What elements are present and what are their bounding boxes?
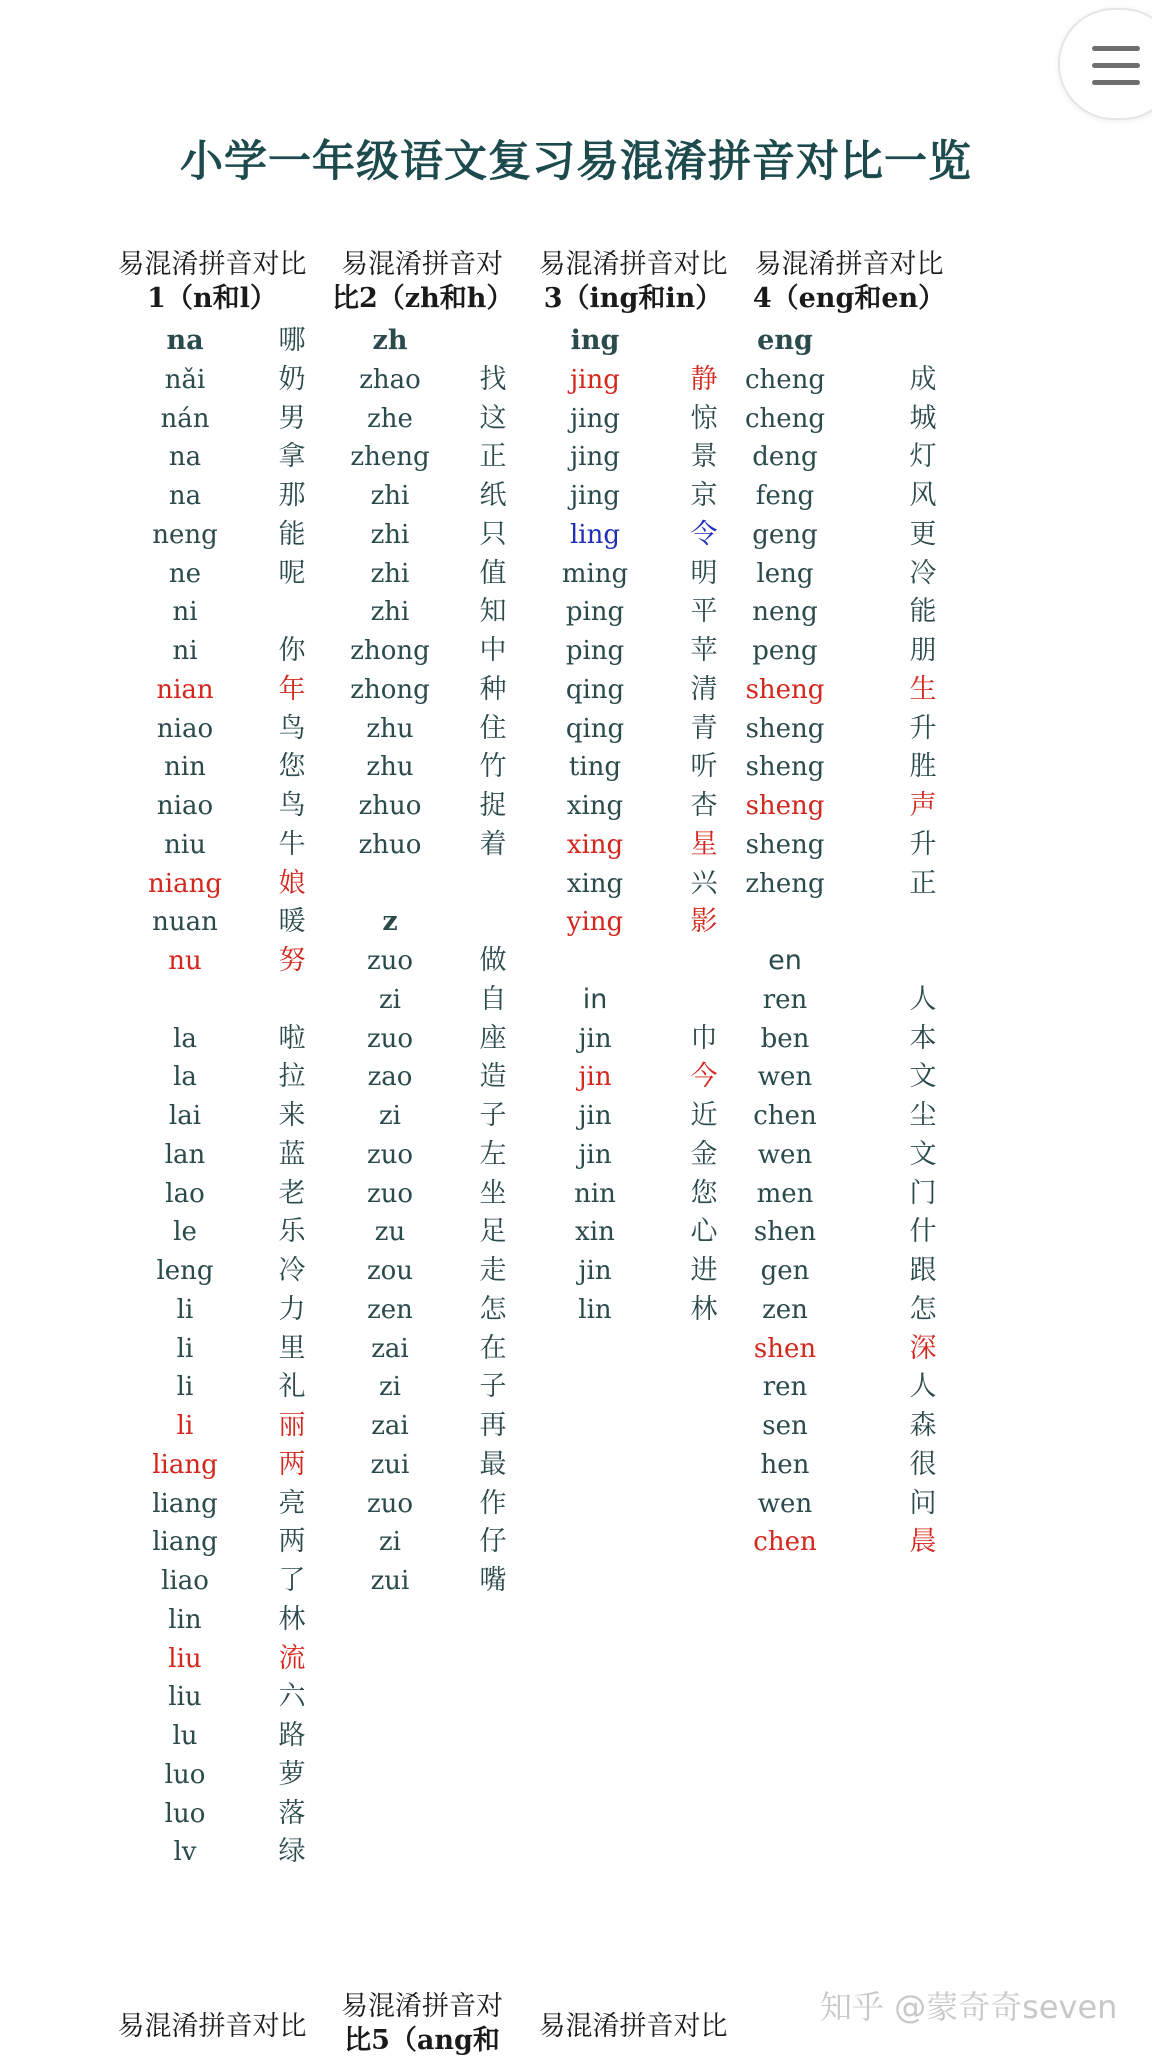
pinyin-cell: zhao xyxy=(359,364,421,395)
pinyin-cell: zuo xyxy=(366,946,414,976)
pinyin-cell: sheng xyxy=(745,713,825,744)
hanzi-cell: 什 xyxy=(909,1216,937,1248)
pinyin-cell: la xyxy=(173,1023,197,1054)
hanzi-cell: 朋 xyxy=(909,635,937,666)
hanzi-cell: 成 xyxy=(909,363,937,395)
hanzi-cell: 这 xyxy=(479,402,507,434)
hanzi-cell: 近 xyxy=(690,1100,718,1131)
hanzi-cell: 只 xyxy=(479,518,507,550)
hanzi-cell: 年 xyxy=(278,673,306,705)
hanzi-cell: 晨 xyxy=(909,1526,937,1558)
pinyin-cell: zui xyxy=(370,1449,410,1480)
hanzi-cell: 流 xyxy=(278,1642,306,1674)
hanzi-cell: 再 xyxy=(479,1410,507,1441)
bottom-header-line2: 比5（ang和 xyxy=(344,2025,500,2056)
hanzi-cell: 正 xyxy=(479,441,507,473)
hanzi-cell: 怎 xyxy=(479,1293,507,1325)
pinyin-cell: zhong xyxy=(350,674,430,705)
pinyin-cell: zhe xyxy=(367,403,413,434)
bottom-column-header-1 xyxy=(112,2010,312,2044)
hanzi-cell: 足 xyxy=(479,1216,507,1248)
hanzi-cell: 绿 xyxy=(278,1836,306,1868)
hanzi-cell: 森 xyxy=(909,1410,937,1441)
pinyin-cell: zi xyxy=(378,1101,401,1131)
hanzi-cell: 听 xyxy=(690,751,718,783)
column-header-line1: 易混淆拼音对 xyxy=(341,249,503,280)
hanzi-cell: 能 xyxy=(278,518,306,550)
hanzi-cell: 深 xyxy=(909,1332,937,1364)
hanzi-cell: 怎 xyxy=(909,1293,937,1325)
pinyin-cell: chen xyxy=(753,1101,817,1131)
hanzi-cell: 胜 xyxy=(909,751,937,783)
hanzi-cell: 嘴 xyxy=(479,1565,507,1596)
hanzi-cell: 鸟 xyxy=(278,712,306,744)
pinyin-cell: liang xyxy=(152,1488,218,1519)
pinyin-cell: leng xyxy=(756,558,814,589)
hanzi-cell: 苹 xyxy=(690,635,718,666)
hamburger-menu-icon xyxy=(1092,46,1140,86)
pinyin-cell: zhuo xyxy=(358,829,422,860)
hanzi-cell: 影 xyxy=(690,906,718,938)
column-header-1 xyxy=(112,248,312,316)
hanzi-cell: 仔 xyxy=(479,1526,507,1558)
hanzi-cell: 自 xyxy=(479,983,507,1015)
hanzi-cell: 蓝 xyxy=(278,1138,306,1170)
section-label: na xyxy=(166,325,204,356)
bottom-header-line1: 易混淆拼音对比 xyxy=(117,2011,307,2042)
hanzi-cell: 你 xyxy=(278,635,306,666)
hanzi-cell: 灯 xyxy=(909,441,937,473)
hanzi-cell: 杏 xyxy=(690,790,718,821)
hanzi-cell: 里 xyxy=(278,1332,306,1364)
pinyin-cell: zen xyxy=(367,1294,413,1325)
column-header-line2: 比2（zh和h） xyxy=(332,283,514,314)
bottom-column-header-3 xyxy=(528,2010,738,2044)
pinyin-cell: leng xyxy=(156,1256,214,1286)
pinyin-cell: sen xyxy=(762,1411,808,1441)
hanzi-cell: 做 xyxy=(479,945,507,976)
pinyin-cell: xing xyxy=(566,829,624,860)
hanzi-cell: 捉 xyxy=(479,790,507,821)
hanzi-cell: 了 xyxy=(278,1565,306,1596)
pinyin-cell: zi xyxy=(378,1372,401,1403)
pinyin-cell: li xyxy=(176,1411,194,1441)
pinyin-cell: zai xyxy=(371,1411,409,1441)
pinyin-cell: shen xyxy=(753,1333,817,1364)
pinyin-cell: lv xyxy=(173,1837,197,1868)
hanzi-cell: 牛 xyxy=(278,828,306,860)
hanzi-cell: 男 xyxy=(278,402,306,434)
pinyin-cell: zuo xyxy=(366,1023,414,1054)
pinyin-cell: zu xyxy=(374,1217,406,1248)
hanzi-cell: 您 xyxy=(690,1177,718,1209)
hanzi-cell: 鸟 xyxy=(278,790,306,821)
hanzi-cell: 令 xyxy=(690,518,718,550)
pinyin-cell: wen xyxy=(757,1488,813,1519)
pinyin-cell: ne xyxy=(168,558,202,589)
pinyin-cell: nin xyxy=(164,752,206,783)
pinyin-cell: zai xyxy=(371,1333,409,1364)
bottom-header-line1: 易混淆拼音对 xyxy=(341,1991,503,2022)
column-header-line1: 易混淆拼音对比 xyxy=(117,249,307,280)
hanzi-cell: 造 xyxy=(479,1061,507,1093)
pinyin-cell: jin xyxy=(578,1101,612,1131)
hanzi-cell: 坐 xyxy=(479,1177,507,1209)
hanzi-cell: 很 xyxy=(909,1448,937,1480)
pinyin-cell: nǎi xyxy=(164,364,206,395)
pinyin-cell: chen xyxy=(753,1527,817,1558)
pinyin-cell: deng xyxy=(752,442,818,473)
hanzi-cell: 金 xyxy=(690,1138,718,1170)
hanzi-cell: 本 xyxy=(909,1022,937,1054)
hanzi-cell: 萝 xyxy=(278,1758,306,1790)
section-label: in xyxy=(582,983,608,1015)
hanzi-cell: 住 xyxy=(479,712,507,744)
section-label: en xyxy=(768,945,802,976)
menu-button[interactable] xyxy=(1058,8,1152,120)
hanzi-cell: 落 xyxy=(278,1797,306,1829)
hanzi-cell: 文 xyxy=(909,1138,937,1170)
hanzi-cell: 奶 xyxy=(278,363,306,395)
pinyin-cell: lin xyxy=(168,1604,202,1635)
hanzi-cell: 亮 xyxy=(278,1487,306,1519)
pinyin-cell: li xyxy=(176,1372,194,1403)
hanzi-cell: 左 xyxy=(479,1138,507,1170)
column-header-4 xyxy=(744,248,954,316)
pinyin-cell: zhu xyxy=(366,752,414,783)
pinyin-cell: nán xyxy=(160,403,210,434)
hanzi-cell: 知 xyxy=(479,596,507,628)
hanzi-cell: 升 xyxy=(909,828,937,860)
hanzi-cell: 最 xyxy=(479,1448,507,1480)
hanzi-cell: 老 xyxy=(278,1177,306,1209)
hanzi-cell: 景 xyxy=(690,441,718,473)
pinyin-cell: lai xyxy=(168,1101,202,1131)
column-header-line1: 易混淆拼音对比 xyxy=(538,249,728,280)
hanzi-cell: 路 xyxy=(278,1720,306,1751)
pinyin-cell: lao xyxy=(165,1178,205,1209)
hanzi-cell: 兴 xyxy=(690,867,718,899)
hanzi-cell: 京 xyxy=(690,480,718,511)
hanzi-cell: 心 xyxy=(690,1216,718,1248)
pinyin-cell: zen xyxy=(762,1294,808,1325)
column-header-line1: 易混淆拼音对比 xyxy=(754,249,944,280)
hanzi-cell: 那 xyxy=(278,480,306,511)
column-header-line2: 3（ing和in） xyxy=(543,283,723,314)
pinyin-cell: zhi xyxy=(370,481,410,511)
hanzi-cell: 声 xyxy=(909,790,937,821)
pinyin-cell: ting xyxy=(568,752,622,783)
hanzi-cell: 文 xyxy=(909,1061,937,1093)
pinyin-cell: ping xyxy=(565,597,625,628)
pinyin-cell: ben xyxy=(760,1023,810,1054)
hanzi-cell: 走 xyxy=(479,1255,507,1286)
hanzi-cell: 六 xyxy=(278,1681,306,1713)
pinyin-cell: zao xyxy=(367,1062,413,1093)
pinyin-cell: zheng xyxy=(745,868,825,899)
pinyin-cell: shen xyxy=(753,1217,817,1248)
pinyin-cell: liang xyxy=(152,1527,218,1558)
hanzi-cell: 冷 xyxy=(909,557,937,589)
pinyin-cell: men xyxy=(756,1178,814,1209)
hanzi-cell: 巾 xyxy=(690,1022,718,1054)
column-header-3 xyxy=(528,248,738,316)
pinyin-cell: nu xyxy=(168,946,202,976)
pinyin-cell: cheng xyxy=(744,364,826,395)
pinyin-cell: feng xyxy=(755,481,815,511)
hanzi-cell: 明 xyxy=(690,557,718,589)
hanzi-cell: 纸 xyxy=(479,480,507,511)
pinyin-cell: niao xyxy=(156,791,214,821)
pinyin-cell: zhi xyxy=(370,558,410,589)
hanzi-cell: 作 xyxy=(479,1487,507,1519)
pinyin-cell: jin xyxy=(578,1139,612,1170)
section-label: eng xyxy=(757,325,813,356)
column-header-line2: 1（n和l） xyxy=(147,283,277,314)
pinyin-cell: jing xyxy=(570,442,620,473)
hanzi-cell: 清 xyxy=(690,673,718,705)
hanzi-cell: 种 xyxy=(479,673,507,705)
pinyin-cell: lin xyxy=(578,1294,612,1325)
pinyin-cell: neng xyxy=(152,519,218,550)
hanzi-cell: 星 xyxy=(690,828,718,860)
pinyin-cell: qing xyxy=(565,713,625,744)
hanzi-cell: 城 xyxy=(909,402,937,434)
pinyin-cell: neng xyxy=(752,597,818,628)
pinyin-cell: li xyxy=(176,1333,194,1364)
pinyin-cell: cheng xyxy=(744,403,826,434)
hanzi-cell: 正 xyxy=(909,867,937,899)
hanzi-cell: 林 xyxy=(690,1293,718,1325)
pinyin-cell: liao xyxy=(161,1566,209,1596)
pinyin-cell: nuan xyxy=(152,907,218,938)
pinyin-cell: sheng xyxy=(745,752,825,783)
hanzi-cell: 尘 xyxy=(909,1100,937,1131)
hanzi-cell: 暖 xyxy=(278,906,306,938)
pinyin-cell: lu xyxy=(172,1721,198,1751)
pinyin-cell: liang xyxy=(152,1449,218,1480)
hanzi-cell: 跟 xyxy=(909,1255,937,1286)
hanzi-cell: 娘 xyxy=(278,867,306,899)
hanzi-cell: 竹 xyxy=(479,751,507,783)
hanzi-cell: 来 xyxy=(278,1100,306,1131)
pinyin-cell: liu xyxy=(168,1682,202,1713)
section-label: zh xyxy=(372,325,408,356)
pinyin-cell: wen xyxy=(757,1139,813,1170)
pinyin-cell: ren xyxy=(762,1372,808,1403)
pinyin-cell: zuo xyxy=(366,1488,414,1519)
hanzi-cell: 静 xyxy=(690,363,718,395)
pinyin-cell: sheng xyxy=(745,829,825,860)
pinyin-cell: jin xyxy=(578,1023,612,1054)
pinyin-cell: xing xyxy=(566,791,624,821)
pinyin-cell: luo xyxy=(164,1798,206,1829)
hanzi-cell: 冷 xyxy=(278,1255,306,1286)
pinyin-cell: jing xyxy=(570,364,620,395)
pinyin-cell: ming xyxy=(561,558,629,589)
hanzi-cell: 今 xyxy=(690,1061,718,1093)
hanzi-cell: 平 xyxy=(690,596,718,628)
pinyin-cell: peng xyxy=(752,636,818,666)
hanzi-cell: 能 xyxy=(909,596,937,628)
pinyin-cell: wen xyxy=(757,1062,813,1093)
pinyin-cell: zuo xyxy=(366,1178,414,1209)
hanzi-cell: 子 xyxy=(479,1371,507,1403)
section-label: z xyxy=(382,906,398,938)
column-header-line2: 4（eng和en） xyxy=(752,283,946,314)
pinyin-cell: ni xyxy=(172,597,198,628)
pinyin-cell: ni xyxy=(172,636,198,666)
hanzi-cell: 座 xyxy=(479,1022,507,1054)
pinyin-cell: zhi xyxy=(370,597,410,628)
hanzi-cell: 问 xyxy=(909,1487,937,1519)
pinyin-cell: na xyxy=(168,442,202,473)
pinyin-cell: zui xyxy=(370,1566,410,1596)
hanzi-cell: 子 xyxy=(479,1100,507,1131)
hanzi-cell: 两 xyxy=(278,1526,306,1558)
hanzi-cell: 着 xyxy=(479,828,507,860)
hanzi-cell: 人 xyxy=(909,1371,937,1403)
pinyin-cell: gen xyxy=(760,1256,810,1286)
pinyin-cell: jing xyxy=(570,481,620,511)
hanzi-cell: 努 xyxy=(278,945,306,976)
pinyin-cell: la xyxy=(173,1062,197,1093)
pinyin-cell: zhi xyxy=(370,519,410,550)
pinyin-cell: na xyxy=(168,481,202,511)
pinyin-cell: geng xyxy=(752,519,818,550)
pinyin-cell: jin xyxy=(578,1062,612,1093)
section-label: ing xyxy=(570,325,620,356)
hanzi-cell: 哪 xyxy=(278,325,306,356)
hanzi-cell: 啦 xyxy=(278,1022,306,1054)
hanzi-cell: 惊 xyxy=(690,402,718,434)
hanzi-cell: 力 xyxy=(278,1293,306,1325)
pinyin-cell: sheng xyxy=(745,791,825,821)
pinyin-cell: xing xyxy=(566,868,624,899)
bottom-header-line1: 易混淆拼音对比 xyxy=(538,2011,728,2042)
pinyin-cell: ping xyxy=(565,636,625,666)
pinyin-cell: sheng xyxy=(745,674,825,705)
pinyin-cell: nin xyxy=(574,1178,616,1209)
hanzi-cell: 拿 xyxy=(278,441,306,473)
pinyin-cell: li xyxy=(176,1294,194,1325)
hanzi-cell: 您 xyxy=(278,751,306,783)
hanzi-cell: 更 xyxy=(909,518,937,550)
pinyin-cell: zhong xyxy=(350,636,430,666)
hanzi-cell: 林 xyxy=(278,1603,306,1635)
watermark: 知乎 @蒙奇奇seven xyxy=(820,1988,1118,2026)
pinyin-cell: niao xyxy=(156,713,214,744)
pinyin-cell: le xyxy=(173,1217,197,1248)
hanzi-cell: 礼 xyxy=(278,1371,306,1403)
hanzi-cell: 门 xyxy=(909,1177,937,1209)
hanzi-cell: 人 xyxy=(909,983,937,1015)
pinyin-cell: jing xyxy=(570,403,620,434)
hanzi-cell: 升 xyxy=(909,712,937,744)
pinyin-cell: zuo xyxy=(366,1139,414,1170)
hanzi-cell: 生 xyxy=(909,673,937,705)
pinyin-cell: ren xyxy=(762,984,808,1015)
pinyin-cell: lan xyxy=(164,1139,206,1170)
pinyin-cell: zi xyxy=(378,984,401,1015)
pinyin-cell: qing xyxy=(565,674,625,705)
page-title: 小学一年级语文复习易混淆拼音对比一览 xyxy=(180,137,972,187)
pinyin-cell: nian xyxy=(156,674,214,705)
pinyin-cell: hen xyxy=(760,1449,810,1480)
column-header-2 xyxy=(332,248,512,316)
hanzi-cell: 风 xyxy=(909,480,937,511)
hanzi-cell: 青 xyxy=(690,712,718,744)
hanzi-cell: 呢 xyxy=(278,557,306,589)
hanzi-cell: 值 xyxy=(479,557,507,589)
pinyin-cell: zhuo xyxy=(358,791,422,821)
hanzi-cell: 丽 xyxy=(278,1410,306,1441)
pinyin-cell: niang xyxy=(148,868,222,899)
hanzi-cell: 乐 xyxy=(278,1216,306,1248)
pinyin-cell: zou xyxy=(366,1256,414,1286)
pinyin-cell: zheng xyxy=(350,442,430,473)
hanzi-cell: 两 xyxy=(278,1448,306,1480)
hanzi-cell: 进 xyxy=(690,1255,718,1286)
pinyin-cell: ying xyxy=(566,907,624,938)
pinyin-cell: jin xyxy=(578,1256,612,1286)
hanzi-cell: 拉 xyxy=(278,1061,306,1093)
pinyin-cell: xin xyxy=(575,1217,615,1248)
pinyin-cell: ling xyxy=(569,519,621,550)
hanzi-cell: 找 xyxy=(479,363,507,395)
hanzi-cell: 中 xyxy=(479,635,507,666)
pinyin-cell: zhu xyxy=(366,713,414,744)
pinyin-cell: luo xyxy=(164,1759,206,1790)
hanzi-cell: 在 xyxy=(479,1332,507,1364)
pinyin-cell: niu xyxy=(164,829,206,860)
pinyin-cell: liu xyxy=(168,1643,202,1674)
pinyin-cell: zi xyxy=(378,1527,401,1558)
